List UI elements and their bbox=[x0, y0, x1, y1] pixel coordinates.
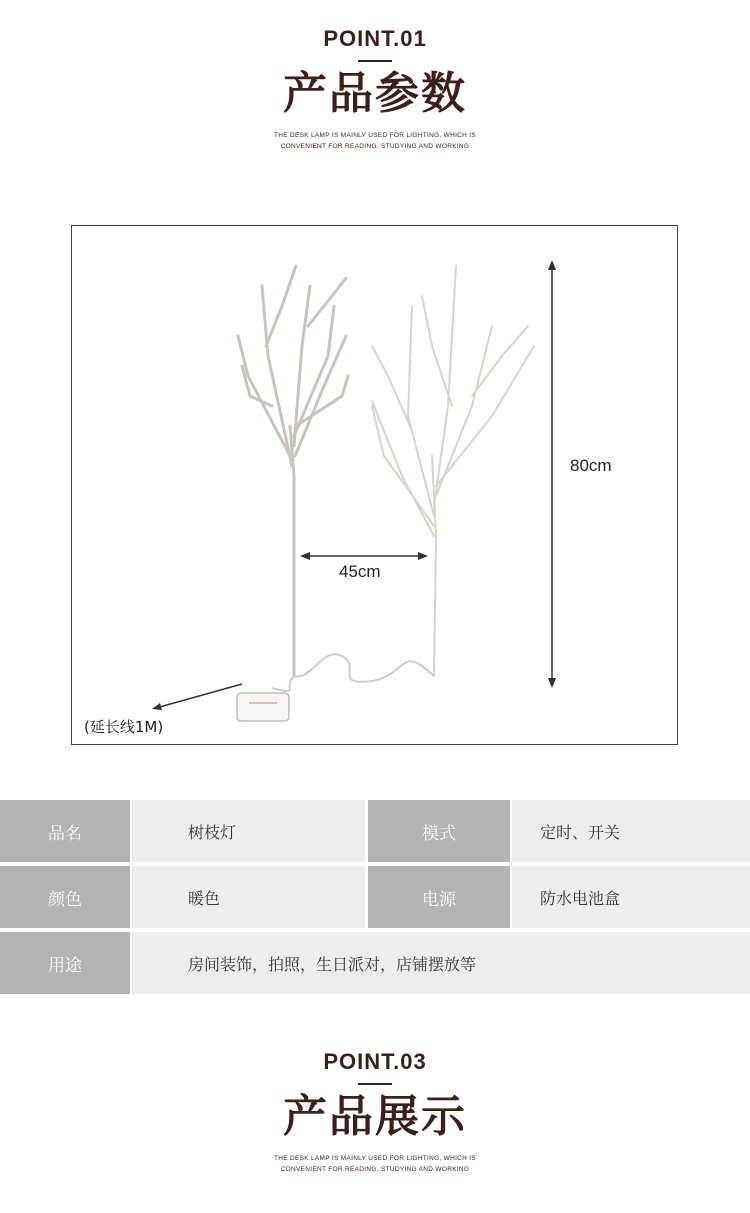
section-subtitle bbox=[0, 130, 750, 152]
height-label: 80cm bbox=[570, 456, 612, 475]
param-value-name: 树枝灯 bbox=[132, 800, 365, 862]
parameter-table bbox=[0, 800, 750, 998]
section-title: 产品参数 bbox=[283, 68, 467, 119]
table-row bbox=[0, 866, 750, 928]
param-label-name: 品名 bbox=[0, 800, 130, 862]
param-label-mode: 模式 bbox=[368, 800, 510, 862]
product-dimension-figure bbox=[71, 225, 678, 745]
param-label-usage: 用途 bbox=[0, 932, 130, 994]
point-underline bbox=[358, 60, 392, 62]
subtitle-line-1: THE DESK LAMP IS MAINLY USED FOR LIGHTING, WHICH IS bbox=[273, 132, 477, 139]
section-header-showcase bbox=[0, 1049, 750, 1175]
subtitle-line-2: CONVENIENT FOR READING, STUDYING AND WORKING bbox=[280, 143, 470, 150]
table-row bbox=[0, 800, 750, 862]
point-label: POINT.03 bbox=[323, 1049, 427, 1074]
width-label: 45cm bbox=[339, 562, 381, 581]
param-value-power: 防水电池盒 bbox=[512, 866, 750, 928]
branch-lamp-illustration bbox=[72, 226, 679, 746]
battery-box bbox=[237, 693, 289, 721]
param-value-color: 暖色 bbox=[132, 866, 365, 928]
point-label: POINT.01 bbox=[323, 26, 427, 51]
subtitle-line-2: CONVENIENT FOR READING, STUDYING AND WORKING bbox=[280, 1166, 470, 1173]
section-subtitle bbox=[0, 1153, 750, 1175]
cord-label: (延长线1M) bbox=[84, 718, 164, 736]
point-underline bbox=[358, 1083, 392, 1085]
subtitle-line-1: THE DESK LAMP IS MAINLY USED FOR LIGHTING, WHICH IS bbox=[273, 1155, 477, 1162]
param-label-color: 颜色 bbox=[0, 866, 130, 928]
param-label-power: 电源 bbox=[368, 866, 510, 928]
table-row bbox=[0, 932, 750, 994]
section-title: 产品展示 bbox=[283, 1091, 467, 1142]
cord-arrow bbox=[156, 684, 242, 708]
param-value-usage: 房间装饰，拍照，生日派对，店铺摆放等 bbox=[132, 932, 750, 994]
param-value-mode: 定时、开关 bbox=[512, 800, 750, 862]
cable bbox=[294, 654, 434, 682]
section-header-params bbox=[0, 26, 750, 152]
